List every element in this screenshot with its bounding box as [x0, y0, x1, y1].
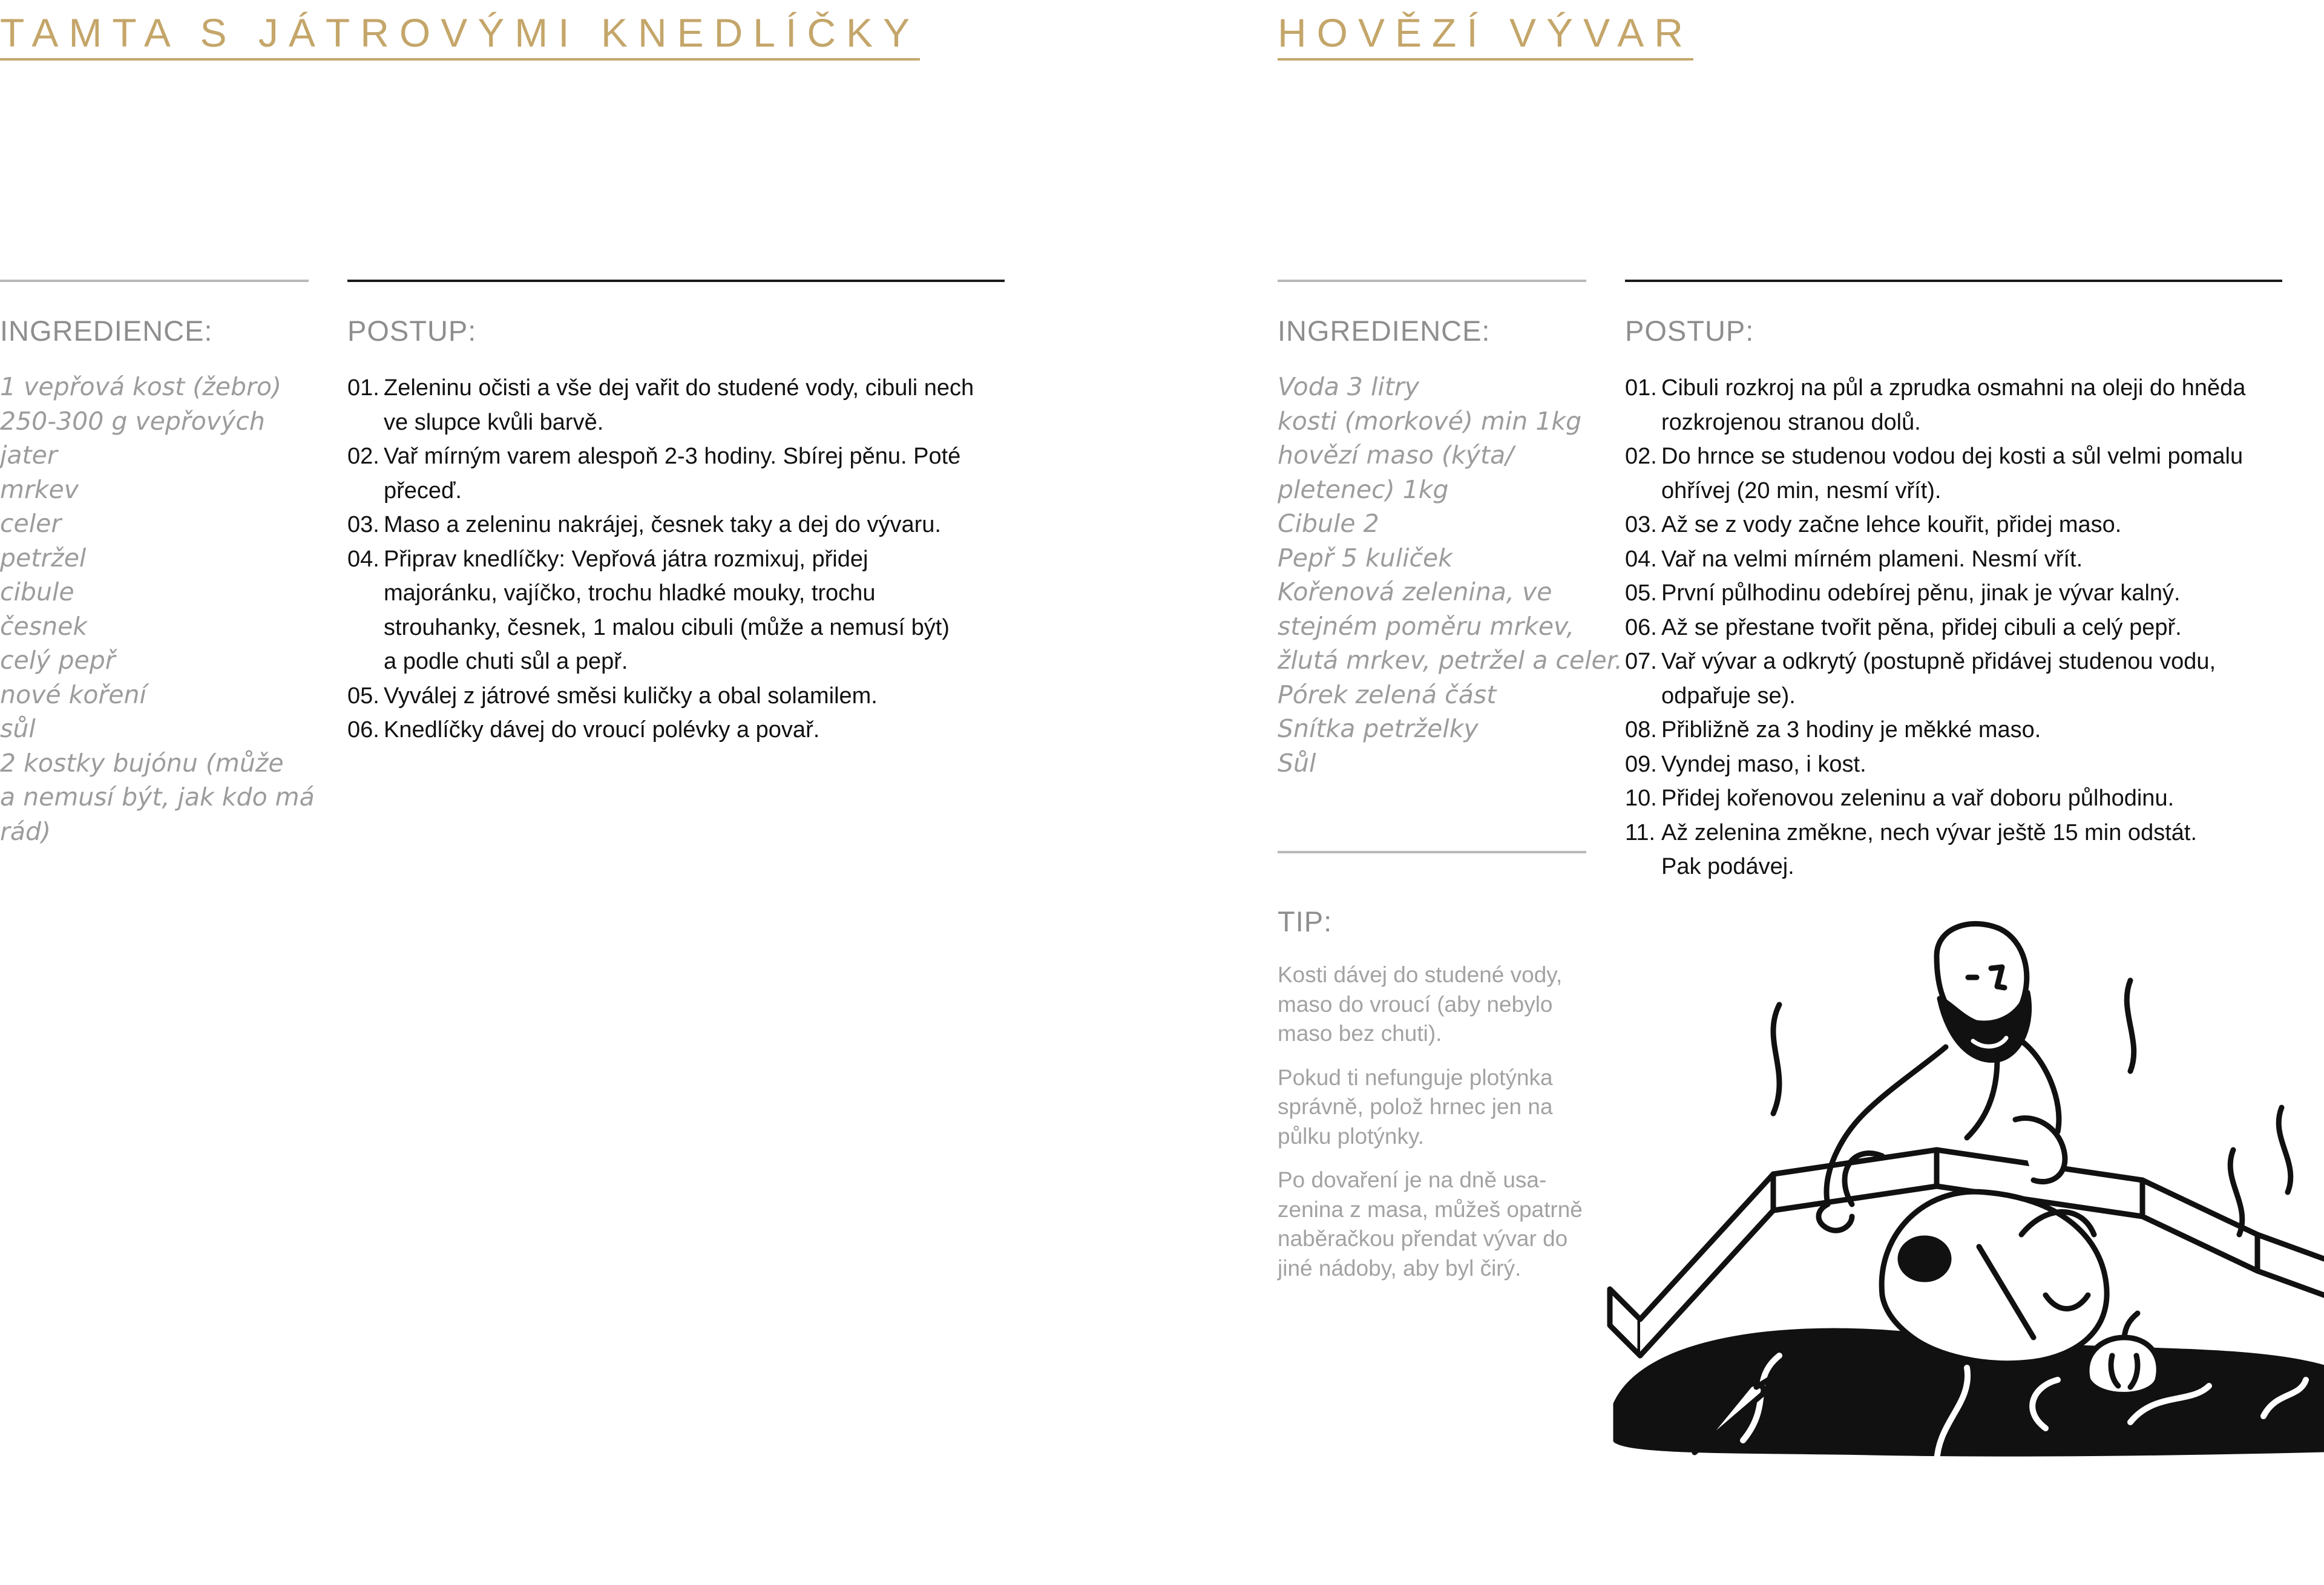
- method-step: [1625, 439, 2303, 508]
- tip-line: správně, polož hrnec jen na: [1278, 1094, 1553, 1119]
- step-line: a podle chuti sůl a pepř.: [384, 649, 628, 674]
- ingredients-label-left: INGREDIENCE:: [0, 315, 213, 347]
- method-step: [1625, 508, 2303, 542]
- ingredient-item: stejném poměru mrkev,: [1278, 611, 1575, 641]
- step-number: 03.: [1625, 512, 1657, 537]
- ingredients-list-right: [1278, 370, 1629, 780]
- tip-line: Pokud ti nefunguje plotýnka: [1278, 1065, 1553, 1090]
- step-line: Vař vývar a odkrytý (postupně přidávej studenou vodu,: [1661, 649, 2216, 674]
- ingredient-item: celer: [0, 509, 62, 538]
- step-number: 09.: [1625, 751, 1657, 777]
- ingredient-item: Cibule 2: [1278, 509, 1379, 538]
- ingredient-item: Sůl: [1278, 748, 1316, 778]
- tip-paragraphs: [1278, 960, 1641, 1298]
- step-number: 07.: [1625, 649, 1657, 674]
- step-line: Do hrnce se studenou vodou dej kosti a sůl velmi pomalu: [1661, 444, 2244, 469]
- step-line: odpařuje se).: [1661, 683, 1796, 709]
- step-line: Pak podávej.: [1661, 854, 1794, 879]
- step-number: 06.: [1625, 614, 1657, 640]
- tip-paragraph: [1278, 1063, 1641, 1152]
- tip-line: Po dovaření je na dně usa-: [1278, 1167, 1547, 1192]
- step-number: 01.: [347, 375, 379, 401]
- ingredient-item: 1 vepřová kost (žebro): [0, 372, 281, 401]
- method-step: [1625, 542, 2303, 577]
- method-step: [347, 713, 1013, 747]
- method-step: [1625, 816, 2303, 884]
- ingredient-item: hovězí maso (kýta/: [1278, 441, 1514, 470]
- ingredient-item: jater: [0, 441, 57, 470]
- step-line: Připrav knedlíčky: Vepřová játra rozmixuj, přidej: [384, 546, 868, 572]
- step-text: [1661, 747, 2303, 782]
- ingredient-item: nové koření: [0, 680, 146, 709]
- method-step: [347, 439, 1013, 508]
- step-text: [384, 508, 1013, 542]
- step-line: strouhanky, česnek, 1 malou cibuli (může a nemusí být): [384, 614, 950, 640]
- step-number: 05.: [347, 683, 379, 709]
- step-number: 02.: [347, 444, 379, 469]
- step-number: 05.: [1625, 580, 1657, 606]
- step-line: Až se přestane tvořit pěna, přidej cibuli a celý pepř.: [1661, 614, 2182, 640]
- method-step: [1625, 371, 2303, 439]
- tip-line: zenina z masa, můžeš opatrně: [1278, 1196, 1583, 1222]
- tip-paragraph: [1278, 960, 1641, 1049]
- step-text: [384, 679, 1013, 714]
- ingredients-label-right: INGREDIENCE:: [1278, 315, 1491, 347]
- step-line: První půlhodinu odebírej pěnu, jinak je vývar kalný.: [1661, 580, 2181, 606]
- ingredients-divider-left: [0, 280, 309, 282]
- ingredient-item: kosti (morkové) min 1kg: [1278, 406, 1582, 436]
- ingredient-item: Snítka petrželky: [1278, 714, 1479, 743]
- method-step: [347, 508, 1013, 542]
- ingredient-item: rád): [0, 816, 51, 846]
- tip-line: maso do vroucí (aby nebylo: [1278, 991, 1553, 1017]
- step-number: 02.: [1625, 444, 1657, 469]
- tip-line: maso bez chuti).: [1278, 1021, 1442, 1046]
- ingredient-item: 2 kostky bujónu (může: [0, 748, 284, 778]
- step-text: [1661, 542, 2303, 577]
- step-line: rozkrojenou stranou dolů.: [1661, 409, 1921, 435]
- step-text: [384, 713, 1013, 747]
- method-label-left: POSTUP:: [347, 315, 477, 347]
- step-text: [1661, 508, 2303, 542]
- method-step: [1625, 576, 2303, 611]
- step-line: Vyndej maso, i kost.: [1661, 751, 1866, 777]
- step-line: Vař mírným varem alespoň 2-3 hodiny. Sbírej pěnu. Poté: [384, 444, 961, 469]
- method-step: [347, 371, 1013, 439]
- step-text: [1661, 611, 2303, 645]
- step-number: 01.: [1625, 375, 1657, 401]
- step-line: Cibuli rozkroj na půl a zprudka osmahni na oleji do hněda: [1661, 375, 2246, 401]
- method-step: [1625, 781, 2303, 816]
- method-steps-right: [1625, 371, 2303, 884]
- step-line: Knedlíčky dávej do vroucí polévky a povař.: [384, 717, 820, 743]
- step-number: 04.: [1625, 546, 1657, 572]
- step-text: [1661, 816, 2303, 884]
- step-line: Přidej kořenovou zeleninu a vař doboru půlhodinu.: [1661, 786, 2175, 811]
- tip-paragraph: [1278, 1166, 1641, 1283]
- step-text: [1661, 645, 2303, 713]
- step-line: majoránku, vajíčko, trochu hladké mouky, trochu: [384, 580, 876, 606]
- ingredient-item: Pórek zelená část: [1278, 680, 1497, 709]
- ingredient-item: petržel: [0, 543, 87, 573]
- step-line: Až zelenina změkne, nech vývar ještě 15 min odstát.: [1661, 819, 2198, 845]
- ingredient-item: 250-300 g vepřových: [0, 406, 265, 436]
- step-text: [1661, 439, 2303, 508]
- method-label-right: POSTUP:: [1625, 315, 1754, 347]
- step-text: [1661, 576, 2303, 611]
- ingredient-item: česnek: [0, 611, 88, 641]
- method-step: [1625, 747, 2303, 782]
- method-step: [1625, 611, 2303, 645]
- step-line: ve slupce kvůli barvě.: [384, 409, 604, 435]
- step-number: 08.: [1625, 717, 1657, 743]
- ingredients-list-left: [0, 370, 339, 848]
- method-divider-right: [1625, 280, 2282, 282]
- method-steps-left: [347, 371, 1013, 747]
- step-line: Maso a zeleninu nakrájej, česnek taky a dej do vývaru.: [384, 512, 941, 537]
- ingredient-item: žlutá mrkev, petržel a celer.: [1278, 646, 1623, 675]
- step-line: Přibližně za 3 hodiny je měkké maso.: [1661, 717, 2041, 743]
- ingredient-item: Kořenová zelenina, ve: [1278, 577, 1552, 606]
- step-line: Až se z vody začne lehce kouřit, přidej maso.: [1661, 512, 2122, 537]
- ingredient-item: celý pepř: [0, 646, 116, 675]
- method-step: [347, 542, 1013, 679]
- step-line: Zeleninu očisti a vše dej vařit do studené vody, cibuli nech: [384, 375, 974, 401]
- method-step: [1625, 713, 2303, 747]
- step-number: 04.: [347, 546, 379, 572]
- step-line: ohřívej (20 min, nesmí vřít).: [1661, 477, 1942, 504]
- step-line: Vař na velmi mírném plameni. Nesmí vřít.: [1661, 546, 2083, 572]
- step-line: Vyválej z játrové směsi kuličky a obal solamilem.: [384, 683, 878, 709]
- chef-soup-pot-illustration: [1598, 920, 2324, 1465]
- tip-divider: [1278, 851, 1586, 853]
- ingredients-divider-right: [1278, 280, 1586, 282]
- step-text: [384, 371, 1013, 439]
- step-line: přeceď.: [384, 477, 462, 504]
- recipe-title-left: TAMTA S JÁTROVÝMI KNEDLÍČKY: [0, 8, 920, 61]
- ingredient-item: a nemusí být, jak kdo má: [0, 783, 315, 812]
- step-text: [1661, 713, 2303, 747]
- ingredient-item: sůl: [0, 714, 36, 743]
- step-text: [1661, 371, 2303, 439]
- ingredient-item: cibule: [0, 577, 74, 606]
- step-text: [1661, 781, 2303, 816]
- ingredient-item: mrkev: [0, 474, 79, 504]
- step-number: 11.: [1625, 819, 1656, 845]
- method-step: [347, 679, 1013, 714]
- tip-line: půlku plotýnky.: [1278, 1123, 1424, 1149]
- method-step: [1625, 645, 2303, 713]
- tip-line: naběračkou přendat vývar do: [1278, 1226, 1568, 1251]
- tip-label: TIP:: [1278, 905, 1333, 937]
- step-number: 10.: [1625, 786, 1657, 811]
- step-text: [384, 439, 1013, 508]
- method-divider-left: [347, 280, 1005, 282]
- recipe-title-right: HOVĚZÍ VÝVAR: [1278, 8, 1693, 61]
- step-number: 06.: [347, 717, 379, 743]
- step-number: 03.: [347, 512, 379, 537]
- step-text: [384, 542, 1013, 679]
- tip-line: Kosti dávej do studené vody,: [1278, 962, 1563, 987]
- ingredient-item: pletenec) 1kg: [1278, 474, 1449, 504]
- ingredient-item: Voda 3 litry: [1278, 372, 1420, 401]
- tip-line: jiné nádoby, aby byl čirý.: [1278, 1255, 1521, 1281]
- ingredient-item: Pepř 5 kuliček: [1278, 543, 1453, 573]
